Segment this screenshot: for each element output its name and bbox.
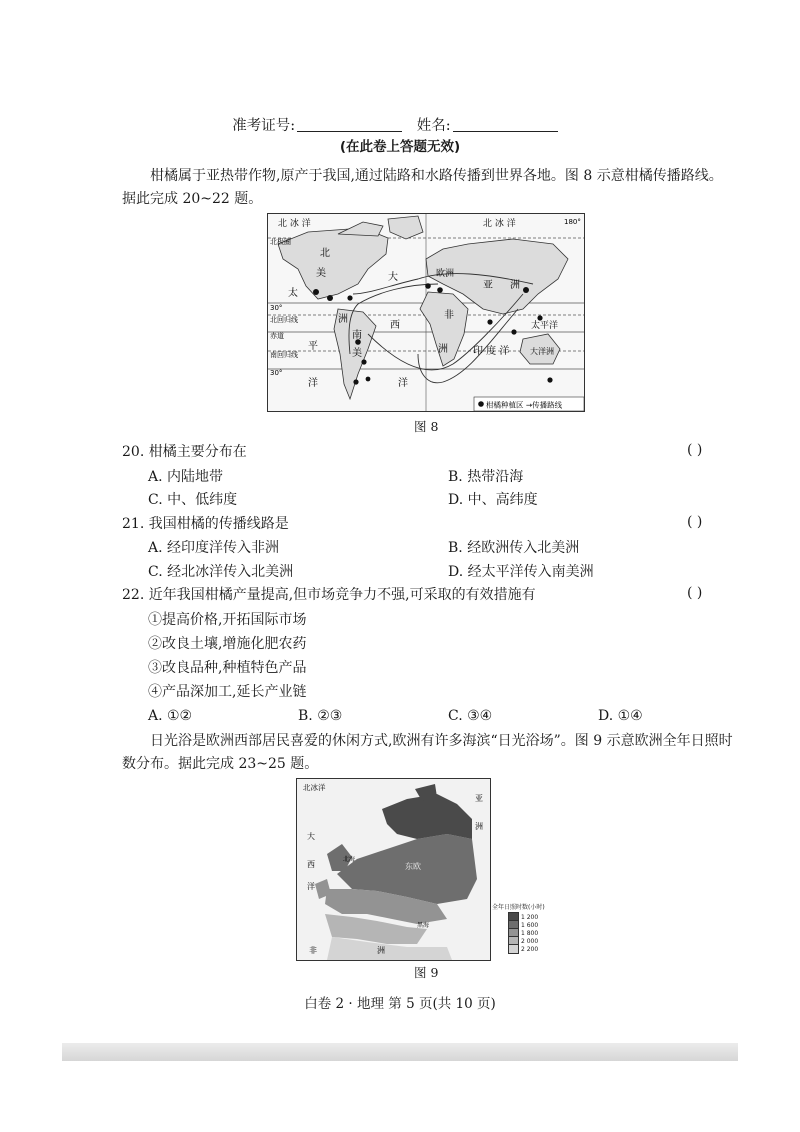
page-footer: 白卷 2 · 地理 第 5 页(共 10 页) [304, 996, 496, 1012]
label-black-sea: 黑海 [417, 922, 430, 929]
label-zhou: 洲 [338, 314, 348, 325]
question-number: 21. [122, 516, 145, 532]
legend-value: 2 200 [521, 945, 539, 953]
label-arctic-west: 北 冰 洋 [278, 219, 311, 229]
question-stem: 我国柑橘的传播线路是 [148, 516, 289, 532]
statement-22-1: ①提高价格,开拓国际市场 [148, 612, 307, 628]
label-equator: 赤道 [270, 332, 284, 340]
label-ya: 亚 [475, 794, 483, 803]
label-arctic-east: 北 冰 洋 [483, 219, 516, 229]
label-north-sea: 北海 [343, 856, 356, 863]
statement-22-3: ③改良品种,种植特色产品 [148, 660, 307, 676]
label-zhou3: 洲 [438, 344, 448, 355]
name-field[interactable] [453, 117, 558, 132]
legend-swatches [508, 913, 552, 953]
option-20-d: D. 中、高纬度 [448, 492, 538, 508]
question-number: 20. [122, 444, 145, 460]
label-tropic-s: 南回归线 [270, 351, 298, 359]
option-22-b: B. ②③ [298, 708, 343, 724]
label-mei2: 美 [352, 348, 362, 359]
answer-paren-22[interactable]: ( ) [687, 585, 703, 601]
label-tai: 太 [288, 288, 298, 299]
question-stem: 近年我国柑橘产量提高,但市场竞争力不强,可采取的有效措施有 [148, 587, 536, 603]
legend-swatch [508, 944, 519, 954]
statement-22-4: ④产品深加工,延长产业链 [148, 684, 307, 700]
question-stem: 柑橘主要分布在 [148, 444, 247, 460]
exam-id-label: 准考证号: [232, 118, 296, 134]
legend-text: 柑橘种植区 →传播路线 [486, 400, 563, 410]
intro-paragraph-1: 柑橘属于亚热带作物,原产于我国,通过陆路和水路传播到世界各地。图 8 示意柑橘传播路线。据此完成 20~22 题。 [122, 168, 723, 207]
scan-edge-bar [62, 1043, 738, 1061]
label-ya: 亚 [483, 280, 493, 291]
label-zhou2: 洲 [377, 946, 385, 955]
label-fei: 非 [444, 310, 454, 321]
question-20 [122, 442, 247, 462]
answer-paren-21[interactable]: ( ) [687, 514, 703, 530]
label-zhou2: 洲 [510, 280, 520, 291]
label-xi: 西 [390, 320, 400, 331]
legend-marker-icon [478, 401, 484, 407]
label-arctic-circle: 北极圈 [270, 238, 291, 246]
label-bei: 北 [320, 248, 330, 259]
option-22-d: D. ①④ [598, 708, 643, 724]
label-nan: 南 [352, 330, 362, 341]
world-map-svg [268, 214, 584, 411]
option-22-c: C. ③④ [448, 708, 493, 724]
label-zhou: 洲 [475, 822, 483, 831]
option-22-a: A. ①② [148, 708, 193, 724]
option-21-a: A. 经印度洋传入非洲 [148, 540, 280, 556]
label-indian-ocean: 印 度 洋 [473, 346, 510, 357]
label-yang: 洋 [308, 378, 318, 389]
exam-header [0, 116, 800, 136]
legend-row [508, 945, 552, 953]
question-22 [122, 585, 536, 605]
figure-8-caption: 图 8 [414, 419, 439, 434]
label-europe: 欧洲 [436, 269, 455, 279]
label-oceania: 大洋洲 [530, 347, 554, 356]
exam-id-field[interactable] [297, 117, 402, 132]
figure-9-legend [492, 902, 552, 953]
label-fei: 非 [309, 946, 317, 955]
option-20-b: B. 热带沿海 [448, 469, 524, 485]
figure-9-caption: 图 9 [414, 965, 439, 980]
label-180: 180° [564, 218, 581, 226]
question-number: 22. [122, 587, 145, 603]
label-n30: 30° [270, 304, 283, 312]
label-s30: 30° [270, 369, 283, 377]
label-east-europe: 东欧 [405, 862, 421, 871]
option-20-a: A. 内陆地带 [148, 469, 224, 485]
figure-9-map [296, 778, 491, 961]
option-20-c: C. 中、低纬度 [148, 492, 238, 508]
name-label: 姓名: [416, 118, 451, 134]
legend-value: 1 200 [521, 913, 539, 921]
legend-value: 1 600 [521, 921, 539, 929]
label-ping: 平 [308, 341, 318, 352]
label-tropic-n: 北回归线 [270, 316, 298, 324]
statement-22-2: ②改良土壤,增施化肥农药 [148, 636, 307, 652]
label-yang2: 洋 [398, 378, 408, 389]
option-21-b: B. 经欧洲传入北美洲 [448, 540, 580, 556]
option-21-d: D. 经太平洋传入南美洲 [448, 564, 594, 580]
question-21 [122, 514, 289, 534]
label-da: 大 [307, 832, 315, 841]
legend-title: 全年日照时数(小时) [492, 904, 545, 911]
legend-value: 2 000 [521, 937, 539, 945]
label-yang: 洋 [307, 882, 315, 891]
legend-value: 1 800 [521, 929, 539, 937]
intro-paragraph-2: 日光浴是欧洲西部居民喜爱的休闲方式,欧洲有许多海滨“日光浴场”。图 9 示意欧洲全年日照时数分布。据此完成 23~25 题。 [122, 733, 733, 772]
figure-8-map [267, 213, 585, 412]
answer-paren-20[interactable]: ( ) [687, 442, 703, 458]
label-arctic-ocean: 北冰洋 [303, 783, 326, 792]
label-mei: 美 [316, 268, 326, 279]
europe-map-svg [297, 779, 490, 960]
label-da: 大 [388, 272, 398, 283]
answer-notice: (在此卷上答题无效) [339, 139, 461, 155]
label-xi: 西 [307, 860, 315, 869]
label-pacific-east: 太平洋 [531, 321, 559, 331]
option-21-c: C. 经北冰洋传入北美洲 [148, 564, 294, 580]
